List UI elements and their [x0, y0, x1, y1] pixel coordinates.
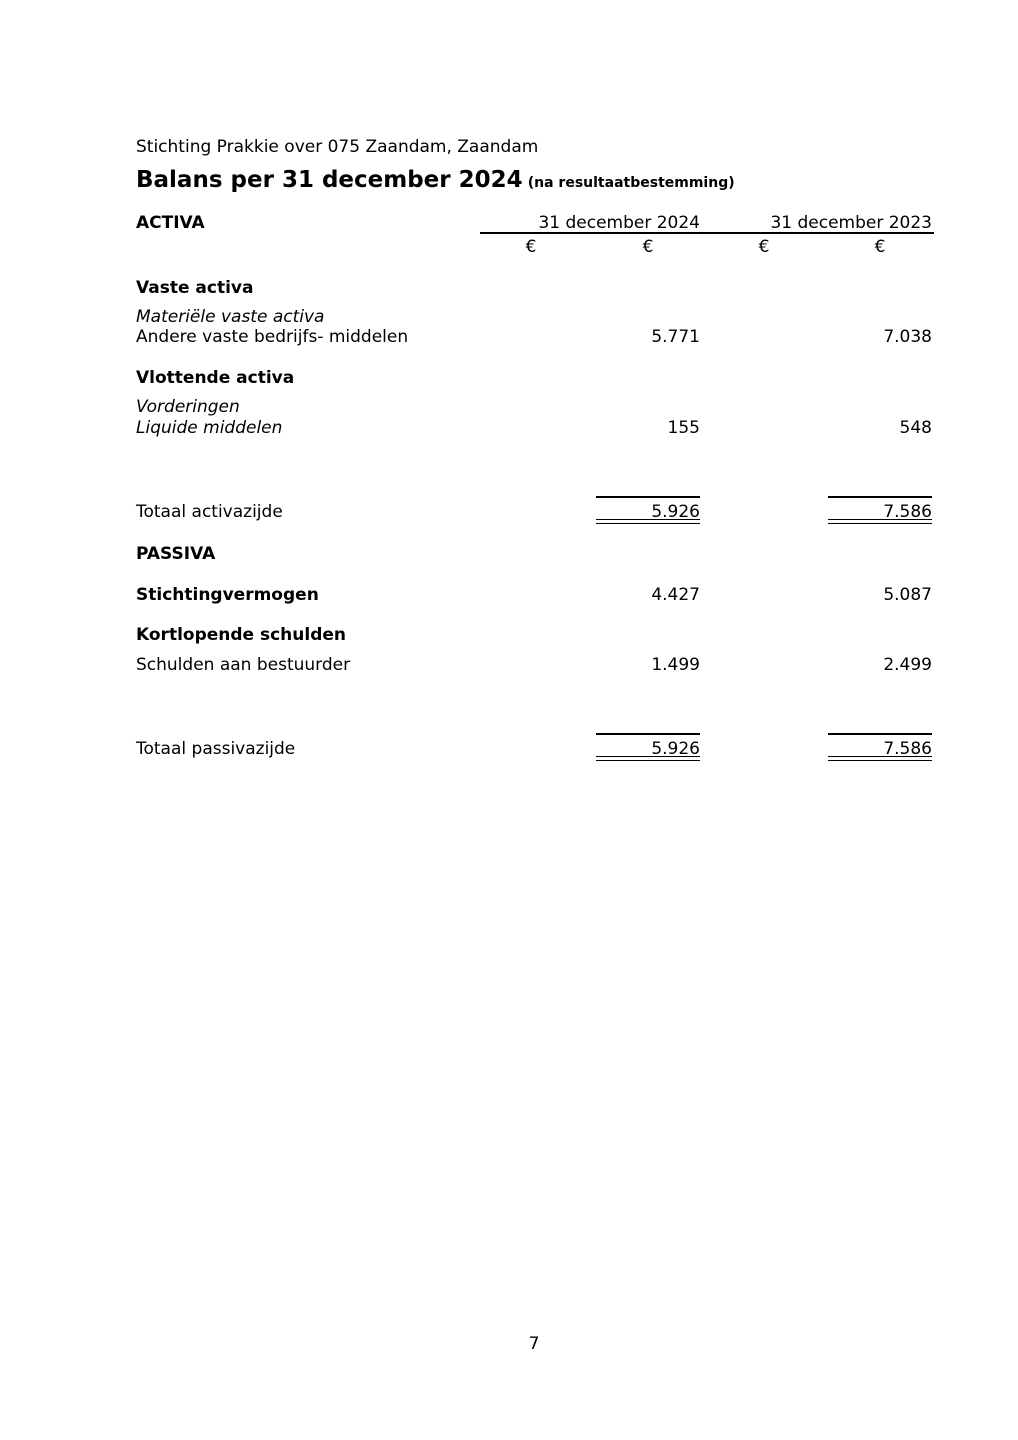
total-double-rule	[596, 519, 700, 524]
total-double-rule	[828, 519, 932, 524]
andere-vaste-bedrijfsmiddelen-2023: 7.038	[883, 327, 932, 347]
vaste-activa-heading: Vaste activa	[136, 278, 254, 298]
stichtingsvermogen-2023: 5.087	[883, 585, 932, 605]
total-double-rule	[596, 756, 700, 761]
materiele-vaste-activa-label: Materiële vaste activa	[136, 307, 325, 327]
column-header-2024: 31 december 2024	[538, 213, 700, 233]
totaal-passivazijde-2024: 5.926	[651, 739, 700, 759]
page-number: 7	[528, 1334, 540, 1354]
schulden-aan-bestuurder-2023: 2.499	[883, 655, 932, 675]
currency-symbol: €	[642, 237, 654, 257]
liquide-middelen-label: Liquide middelen	[136, 418, 283, 438]
andere-vaste-bedrijfsmiddelen-label: Andere vaste bedrijfs- middelen	[136, 327, 409, 347]
totaal-activazijde-2023: 7.586	[883, 502, 932, 522]
total-double-rule	[828, 756, 932, 761]
subtotal-rule	[828, 733, 932, 735]
schulden-aan-bestuurder-label: Schulden aan bestuurder	[136, 655, 351, 675]
currency-symbol: €	[874, 237, 886, 257]
column-header-2023: 31 december 2023	[770, 213, 932, 233]
currency-symbol: €	[525, 237, 537, 257]
liquide-middelen-2024: 155	[667, 418, 700, 438]
subtitle-text: (na resultaatbestemming)	[527, 175, 735, 191]
column-header-rule	[480, 232, 934, 234]
totaal-passivazijde-label: Totaal passivazijde	[136, 739, 296, 759]
totaal-activazijde-label: Totaal activazijde	[136, 502, 283, 522]
vlottende-activa-heading: Vlottende activa	[136, 368, 295, 388]
liquide-middelen-2023: 548	[899, 418, 932, 438]
andere-vaste-bedrijfsmiddelen-2024: 5.771	[651, 327, 700, 347]
subtotal-rule	[828, 496, 932, 498]
page-title	[136, 166, 735, 194]
schulden-aan-bestuurder-2024: 1.499	[651, 655, 700, 675]
kortlopende-schulden-heading: Kortlopende schulden	[136, 625, 347, 645]
vorderingen-label: Vorderingen	[136, 397, 240, 417]
totaal-passivazijde-2023: 7.586	[883, 739, 932, 759]
totaal-activazijde-2024: 5.926	[651, 502, 700, 522]
passiva-heading: PASSIVA	[136, 544, 216, 564]
subtotal-rule	[596, 496, 700, 498]
currency-symbol: €	[758, 237, 770, 257]
activa-heading: ACTIVA	[136, 213, 205, 233]
stichtingsvermogen-label: Stichtingvermogen	[136, 585, 319, 605]
subtotal-rule	[596, 733, 700, 735]
organisation-name: Stichting Prakkie over 075 Zaandam, Zaandam	[136, 137, 539, 157]
stichtingsvermogen-2024: 4.427	[651, 585, 700, 605]
title-text: Balans per 31 december 2024	[136, 167, 523, 193]
